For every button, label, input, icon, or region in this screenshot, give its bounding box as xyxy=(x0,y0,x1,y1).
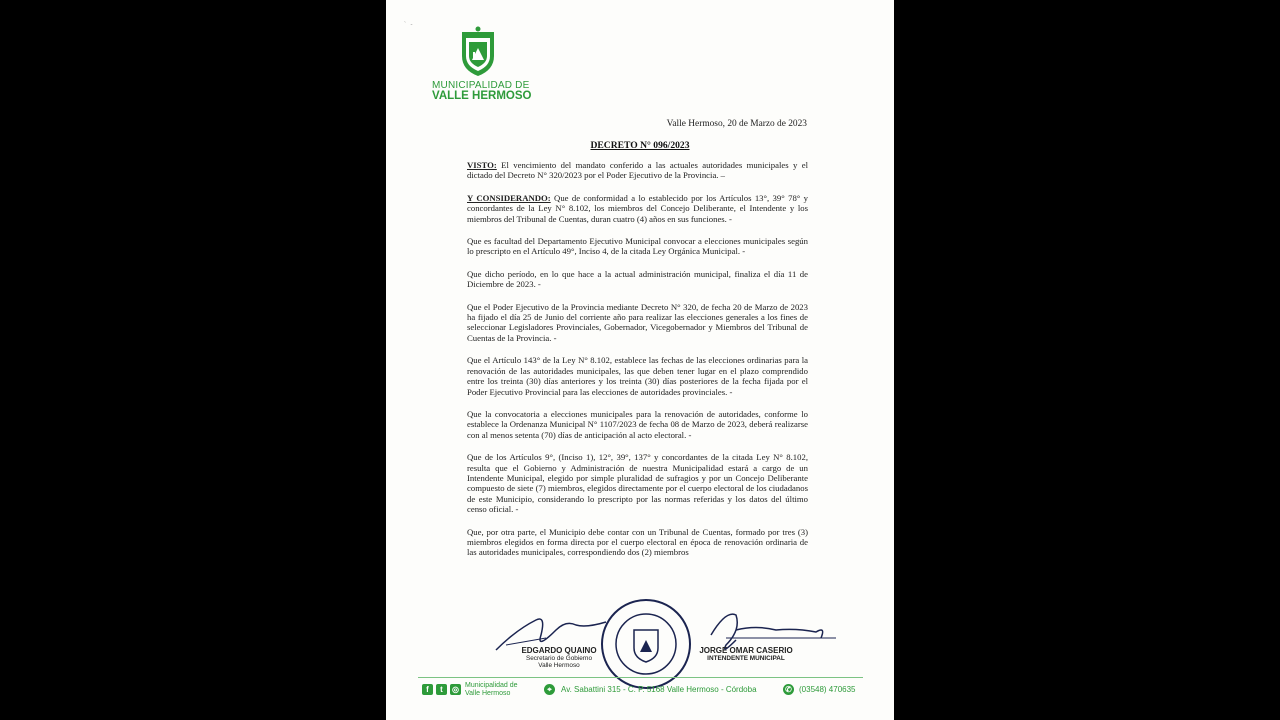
logo-text-line2: VALLE HERMOSO xyxy=(432,90,532,102)
letterhead-footer xyxy=(422,682,862,702)
paragraph-text: Que dicho período, en lo que hace a la actual administración municipal, finaliza el día 11 de Diciembre de 2023. - xyxy=(467,268,808,290)
footer-phone: (03548) 470635 xyxy=(799,685,856,694)
document-page xyxy=(386,0,894,720)
paragraph-label: VISTO: xyxy=(467,160,497,170)
signatory-name-right: JORGE OMAR CASERIO xyxy=(699,646,793,655)
signature-left xyxy=(504,646,614,670)
municipality-logo xyxy=(432,26,532,102)
signatory-role-left: Secretario de Gobierno xyxy=(525,655,593,662)
paragraph xyxy=(467,409,808,440)
whatsapp-icon: ✆ xyxy=(783,684,794,695)
footer-divider xyxy=(418,677,863,678)
paragraph-text: Que la convocatoria a elecciones municipales para la renovación de autoridades, conforme lo establece la Ordenanza Municipal N° 1107/2023 de fecha 08 de Marzo de 2023, deberá realizarse con al menos setenta (70) días de anticipación al acto electoral. - xyxy=(467,408,808,440)
paragraph xyxy=(467,355,808,397)
paragraph-text: Que, por otra parte, el Municipio debe contar con un Tribunal de Cuentas, formado por tres (3) miembros elegidos en forma directa por el cuerpo electoral en época de renovación ordinaria de las autoridades municipales, correspondiendo dos (2) miembros xyxy=(467,526,808,558)
paragraph xyxy=(467,193,808,224)
instagram-icon: ◎ xyxy=(450,684,461,695)
scan-marks: ` - xyxy=(404,22,413,28)
paragraph xyxy=(467,302,808,344)
footer-social-line2: Valle Hermoso xyxy=(465,690,511,697)
decree-title: DECRETO N° 096/2023 xyxy=(590,140,690,151)
facebook-icon: f xyxy=(422,684,433,695)
paragraph xyxy=(467,452,808,514)
paragraph xyxy=(467,269,808,290)
twitter-icon: t xyxy=(436,684,447,695)
signatory-city-left: Valle Hermoso xyxy=(538,662,580,670)
paragraph-text: Que de los Artículos 9°, (Inciso 1), 12°, 39°, 137° y concordantes de la citada Ley N° 8.102, resulta que el Gobierno y Administración de nuestra Municipalidad estará a cargo de un Intendente Municipal, elegido por simple pluralidad de sufragios y por un Concejo Deliberante compuesto de siete (7) miembros, elegidos directamente por el cuerpo electoral de los ciudadanos de este Municipio, considerando lo prescripto por las normas referidas y los datos del último censo oficial. - xyxy=(467,452,808,515)
paragraph xyxy=(467,160,808,181)
paragraph xyxy=(467,236,808,257)
logo-text-line1: MUNICIPALIDAD DE xyxy=(432,80,530,91)
paragraph-text: Que de conformidad a lo establecido por los Artículos 13°, 39° 78° y concordantes de la Ley N° 8.102, los miembros del Concejo Deliberante, el Intendente y los miembros del Tribunal de Cuentas, duran cuatro (4) años en sus funciones. - xyxy=(467,192,808,224)
signatory-name-left: EDGARDO QUAINO xyxy=(521,646,597,655)
signature-right xyxy=(686,646,806,662)
paragraph-text: Que el Poder Ejecutivo de la Provincia mediante Decreto N° 320, de fecha 20 de Marzo de 2023 ha fijado el día 25 de Junio del corriente año para realizar las elecciones generales a los fines de seleccionar Legisladores Provinciales, Gobernador, Vicegobernador y Miembros del Tribunal de Cuentas de la Provincia. - xyxy=(467,301,808,343)
footer-social xyxy=(465,682,518,698)
footer-social-line1: Municipalidad de xyxy=(465,682,518,689)
paragraph-text: Que es facultad del Departamento Ejecutivo Municipal convocar a elecciones municipales según lo prescripto en el Artículo 49°, Inciso 4, de la citada Ley Orgánica Municipal. - xyxy=(467,236,808,257)
paragraph-text: El vencimiento del mandato conferido a las actuales autoridades municipales y el dictado del Decreto N° 320/2023 por el Poder Ejecutivo de la Provincia. – xyxy=(467,160,808,181)
document-date: Valle Hermoso, 20 de Marzo de 2023 xyxy=(666,119,807,129)
paragraph-label: Y CONSIDERANDO: xyxy=(467,192,551,203)
decree-body xyxy=(467,160,808,570)
coat-of-arms-icon xyxy=(458,26,498,78)
paragraph-text: Que el Artículo 143° de la Ley N° 8.102, establece las fechas de las elecciones ordinarias para la renovación de las autoridades municipales, las que deben tener lugar en el plazo comprendido entre los treinta (30) días anteriores y los treinta (30) días posteriores de la fecha fijada por el Poder Ejecutivo Provincial para las elecciones de autoridades provinciales. - xyxy=(467,355,808,397)
location-icon: ⌖ xyxy=(544,684,555,695)
paragraph xyxy=(467,527,808,558)
signatory-role-right: INTENDENTE MUNICIPAL xyxy=(707,655,785,662)
footer-address: Av. Sabattini 315 - C. P. 5168 Valle Hermoso - Córdoba xyxy=(561,685,757,694)
